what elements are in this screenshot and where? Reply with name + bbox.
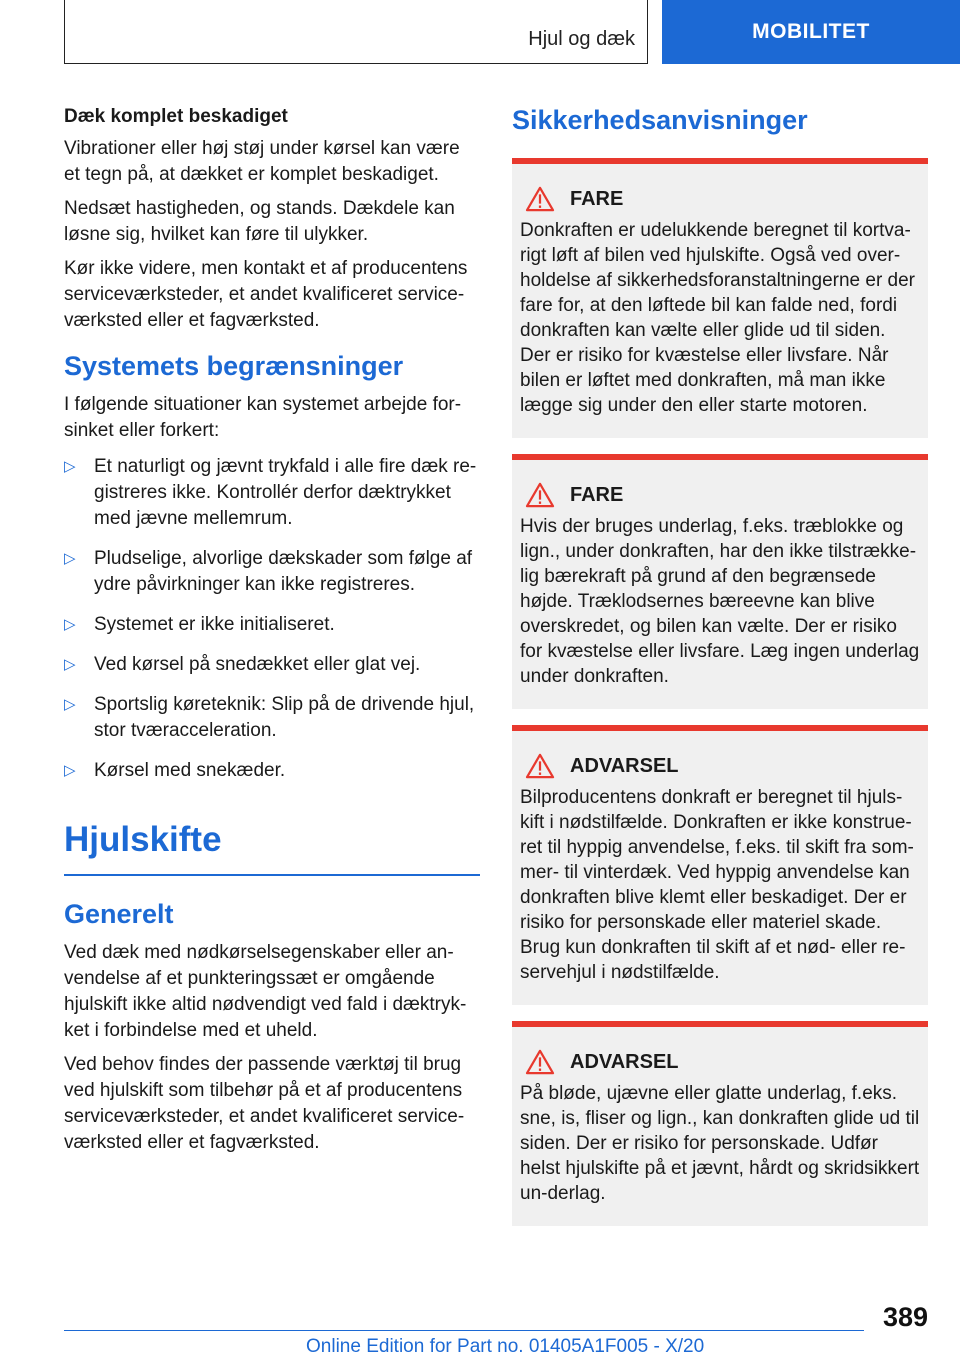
warning-box bbox=[512, 454, 928, 709]
warning-triangle-icon bbox=[524, 482, 556, 508]
triangle-bullet-icon: ▷ bbox=[64, 656, 76, 673]
warning-triangle-icon bbox=[524, 186, 556, 212]
page-number: 389 bbox=[882, 1302, 928, 1332]
warning-box bbox=[512, 725, 928, 1005]
safety-heading: Sikkerhedsanvisninger bbox=[512, 105, 808, 135]
general-heading: Generelt bbox=[64, 899, 174, 929]
limits-list bbox=[64, 454, 480, 784]
warning-label: FARE bbox=[570, 483, 624, 506]
list-item: ▷ Systemet er ikke initialiseret. bbox=[64, 612, 480, 638]
list-item: ▷ Sportslig køreteknik: Slip på de drivende hjul, stor tværacceleration. bbox=[64, 694, 475, 741]
left-column bbox=[64, 104, 480, 1164]
limits-intro: I følgende situationer kan systemet arbejde for-sinket eller forkert: bbox=[64, 394, 462, 441]
list-item: ▷ Ved kørsel på snedækket eller glat vej. bbox=[64, 652, 480, 678]
warning-label: ADVARSEL bbox=[570, 754, 679, 777]
warning-box bbox=[512, 1021, 928, 1226]
triangle-bullet-icon: ▷ bbox=[64, 458, 76, 475]
list-item: ▷ Et naturligt og jævnt trykfald i alle fire dæk re-gistreres ikke. Kontrollér derfor dæktrykket med jævne mellemrum. bbox=[64, 456, 477, 529]
warning-triangle-icon bbox=[524, 753, 556, 779]
chapter-tab[interactable]: MOBILITET bbox=[662, 0, 960, 64]
triangle-bullet-icon: ▷ bbox=[64, 616, 76, 633]
warning-label: FARE bbox=[570, 187, 624, 210]
warning-text: På bløde, ujævne eller glatte underlag, f.eks. sne, is, fliser og lign., kan donkraften glide ud til siden. Der er risiko for personskade. Udfør helst hjulskifte på et jævnt, hårdt og skridsikkert un-derlag. bbox=[520, 1083, 920, 1204]
general-paragraph-2: Ved behov findes der passende værktøj til brug ved hjulskift som tilbehør på et af producentens serviceværksteder, et andet kvalificeret service-værksted eller et fagværksted. bbox=[64, 1054, 465, 1153]
warning-label: ADVARSEL bbox=[570, 1050, 679, 1073]
footer-divider bbox=[64, 1330, 864, 1331]
damaged-paragraph-2: Nedsæt hastigheden, og stands. Dækdele kan løsne sig, hvilket kan føre til ulykker. bbox=[64, 198, 455, 245]
warning-text: Bilproducentens donkraft er beregnet til hjuls-kift i nødstilfælde. Donkraften er ikke konstrue-ret til hyppig anvendelse, f.eks. til skift fra som-mer- til vinterdæk. Ved hyppig anvendelse kan donkraften blive klemt eller beskadiget. Der er risiko for personskade eller materiel skade. Brug kun donkraften til skift af et nød- eller re-servehjul i nødstilfælde. bbox=[520, 787, 914, 983]
right-column bbox=[512, 104, 928, 1242]
warning-text: Donkraften er udelukkende beregnet til kortva-rigt løft af bilen ved hjulskifte. Også ved over-holdelse af sikkerhedsforanstaltningerne er der fare for, at den løftede bil kan falde ned, fordi donkraften kan vælte eller glide ud til siden. Der er risiko for kvæstelse eller livsfare. Når bilen er løftet med donkraften, må man ikke lægge sig under den eller starte motoren. bbox=[520, 220, 916, 416]
header-box bbox=[64, 0, 648, 64]
edition-footer-link[interactable]: Online Edition for Part no. 01405A1F005 - X/20 bbox=[306, 1336, 705, 1357]
warning-box bbox=[512, 158, 928, 438]
damaged-paragraph-3: Kør ikke videre, men kontakt et af producentens serviceværksteder, et andet kvalificeret service-værksted eller et fagværksted. bbox=[64, 258, 468, 331]
limits-heading: Systemets begrænsninger bbox=[64, 351, 404, 381]
triangle-bullet-icon: ▷ bbox=[64, 762, 76, 779]
triangle-bullet-icon: ▷ bbox=[64, 696, 76, 713]
triangle-bullet-icon: ▷ bbox=[64, 550, 76, 567]
section-title: Hjul og dæk bbox=[528, 28, 635, 50]
warning-text: Hvis der bruges underlag, f.eks. træblokke og lign., under donkraften, har den ikke tilstrække-lig bærekraft på grund af den begrænsede højde. Træklodsernes bæreevne kan blive overskredet, og bilen kan vælte. Der er risiko for kvæstelse eller livsfare. Læg ingen underlag under donkraften. bbox=[520, 516, 920, 687]
list-item: ▷ Pludselige, alvorlige dækskader som følge af ydre påvirkninger kan ikke registreres. bbox=[64, 548, 473, 595]
general-paragraph-1: Ved dæk med nødkørselsegenskaber eller an-vendelse af et punkteringssæt er omgående hjulskift ikke altid nødvendigt ved fald i dæktryk-ket i forbindelse med et uheld. bbox=[64, 942, 467, 1041]
damaged-tire-heading: Dæk komplet beskadiget bbox=[64, 106, 288, 127]
warning-triangle-icon bbox=[524, 1049, 556, 1075]
wheel-change-heading: Hjulskifte bbox=[64, 818, 480, 876]
damaged-paragraph-1: Vibrationer eller høj støj under kørsel kan være et tegn på, at dækket er komplet beskadiget. bbox=[64, 138, 460, 185]
list-item: ▷ Kørsel med snekæder. bbox=[64, 758, 480, 784]
